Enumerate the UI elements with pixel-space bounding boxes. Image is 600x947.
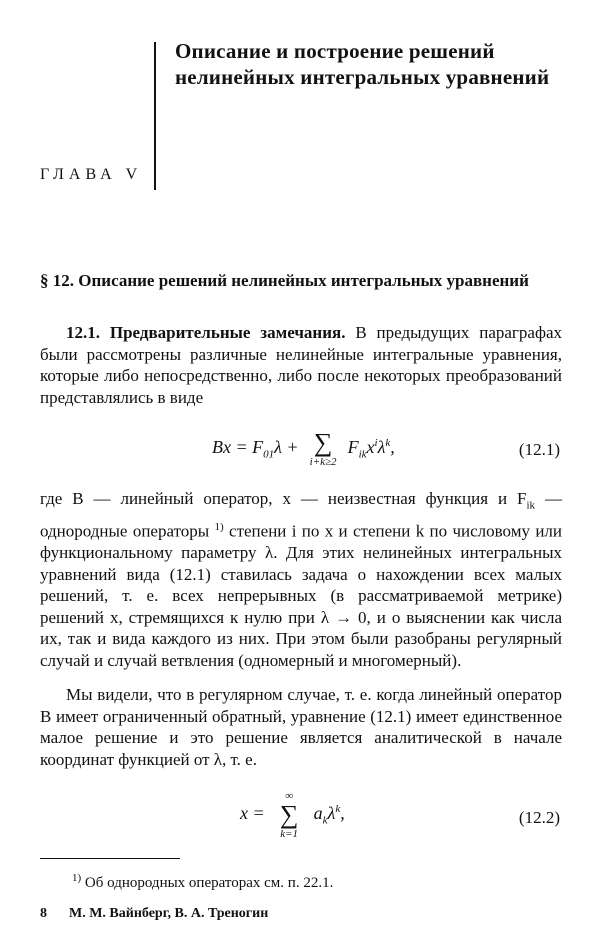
page-footer (40, 906, 268, 922)
formula-mid: λ + (274, 437, 304, 458)
formula-12-1-expression: $Bx = F_{01}\lambda$ + ∑ i+k≥2 $F_{ik}x^i\lambda^k$, (212, 428, 395, 468)
paragraph-1 (40, 322, 562, 408)
sum-operator: ∑ i+k≥2 (303, 430, 343, 468)
paragraph-1-text: В предыдущих параграфах были рассмотрены различные нелинейные интегральные уравнения, которые либо непосредственно, либо после некоторых преобразований представлялись в виде (40, 323, 563, 407)
paragraph-2: где B — линейный оператор, x — неизвестная функция и $F_{ik}$ — однородные операторы $^{1)}$ степени i по x и степени k по числовому или функциональному параметру λ. Для этих нелинейных интегральных уравнений вида (12.1) ставилась задача о нахождении всех малых решений, т. е. всех непрерывных (в рассматриваемой метрике) решений x, стремящихся к нулю при λ → 0, и о выяснении как числа их, так и вида каждого из них. При этом были разобраны регулярный случай и случай ветвления (одномерный и многомерный). (40, 489, 563, 670)
sum-lower-limit: i+k≥2 (309, 456, 337, 468)
footnote-text: Об однородных операторах см. п. 22.1. (81, 875, 334, 891)
footer-authors: М. М. Вайнберг, В. А. Треногин (69, 906, 269, 921)
sum-upper-limit: ∞ (285, 790, 294, 802)
chapter-divider-line (154, 42, 156, 190)
footnote-divider (40, 858, 180, 859)
page-number: 8 (40, 906, 47, 921)
sum-operator: ∞ ∑ k=1 (269, 790, 309, 840)
subsection-heading: 12.1. Предварительные замечания. (66, 323, 346, 342)
formula-12-2-expression: x = ∞ ∑ k=1 $a_k\lambda^k$, (240, 790, 345, 840)
formula-12-2 (0, 790, 600, 850)
footnote-mark: 1) (72, 872, 82, 884)
footnote-reference[interactable]: 1) (214, 520, 224, 533)
paragraph-3: Мы видели, что в регулярном случае, т. е. когда линейный оператор B имеет ограниченный обратный, уравнение (12.1) имеет единственное малое решение и это решение является аналитической в начале координат функцией от λ, т. е. (40, 685, 562, 769)
formula-lhs: x = (240, 803, 270, 824)
formula-sub: 01 (263, 448, 275, 461)
footnote (72, 872, 333, 892)
chapter-title: Описание и построение решений нелинейных интегральных уравнений (175, 39, 550, 89)
formula-12-2-number: (12.2) (518, 808, 560, 827)
formula-lhs: Bx = F (212, 437, 264, 458)
section-title: § 12. Описание решений нелинейных интегральных уравнений (40, 271, 529, 290)
sum-lower-limit: k=1 (280, 828, 299, 840)
formula-12-1 (0, 430, 600, 490)
formula-12-1-number: (12.1) (518, 440, 560, 459)
chapter-label: ГЛАВА V (40, 166, 143, 183)
chapter-header (0, 0, 600, 200)
